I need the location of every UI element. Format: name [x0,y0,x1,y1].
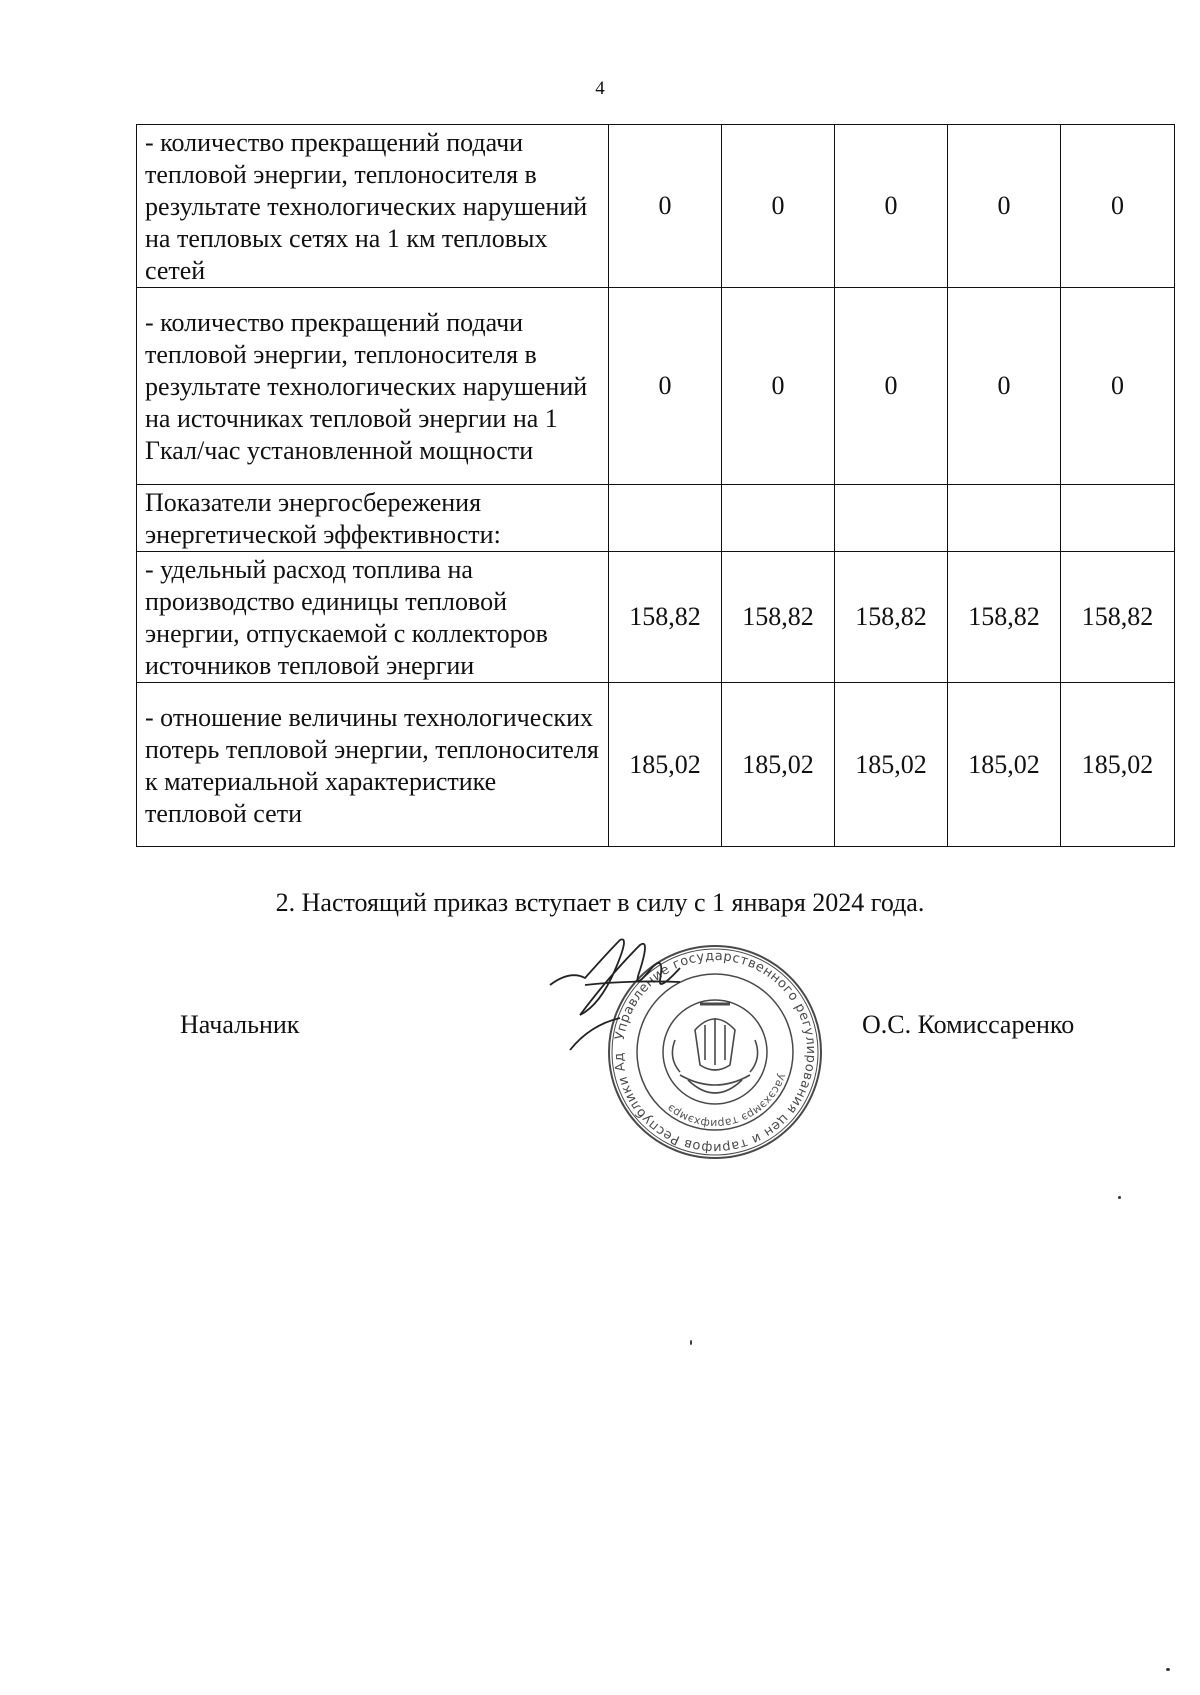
indicator-value: 185,02 [1061,683,1175,847]
indicator-value [1061,485,1175,552]
official-seal-icon [540,930,870,1170]
indicator-label: - отношение величины технологических потерь тепловой энергии, теплоносителя к материальной характеристике тепловой сети [137,683,609,847]
indicator-value: 185,02 [835,683,948,847]
seal-inner-text: уасэхэмрэ тарифхэмрэ [664,1071,790,1131]
indicator-value [722,485,835,552]
table-row [137,552,1175,683]
indicator-value: 0 [948,288,1061,485]
indicator-value: 158,82 [722,552,835,683]
table-row [137,485,1175,552]
indicator-value: 0 [948,125,1061,288]
indicator-value: 0 [722,288,835,485]
seal-outer-text: Управление государственного регулирования цен и тарифов Республики Ад [611,948,819,1156]
page-number: 4 [595,78,605,99]
indicator-value: 158,82 [948,552,1061,683]
signatory-name: О.С. Комиссаренко [862,1010,1075,1039]
indicator-value: 185,02 [609,683,722,847]
effective-date-clause: 2. Настоящий приказ вступает в силу с 1 января 2024 года. [275,888,925,917]
table-row [137,125,1175,288]
indicator-label: - количество прекращений подачи тепловой энергии, теплоносителя в результате технологических нарушений на источниках тепловой энергии на 1 Гкал/час установленной мощности [137,288,609,485]
indicator-value: 0 [1061,288,1175,485]
indicator-value [835,485,948,552]
indicator-value: 185,02 [722,683,835,847]
indicator-value: 0 [835,125,948,288]
indicator-value: 0 [609,288,722,485]
scan-speck [1118,1196,1121,1199]
table-row [137,288,1175,485]
indicators-table [136,124,1175,847]
indicator-label: - удельный расход топлива на производство единицы тепловой энергии, отпускаемой с коллекторов источников тепловой энергии [137,552,609,683]
indicator-value: 0 [609,125,722,288]
indicator-value: 158,82 [1061,552,1175,683]
indicator-label: - количество прекращений подачи тепловой энергии, теплоносителя в результате технологических нарушений на тепловых сетях на 1 км тепловых сетей [137,125,609,288]
indicator-value: 0 [722,125,835,288]
indicator-value: 158,82 [609,552,722,683]
indicator-value: 185,02 [948,683,1061,847]
indicator-value: 0 [1061,125,1175,288]
table-row [137,683,1175,847]
indicator-value: 0 [835,288,948,485]
indicator-value [948,485,1061,552]
signatory-position: Начальник [180,1010,300,1039]
scan-speck [690,1340,692,1345]
scan-speck [1166,1668,1170,1671]
indicator-value: 158,82 [835,552,948,683]
seal-and-signature [540,930,870,1170]
indicator-value [609,485,722,552]
indicator-section-heading: Показатели энергосбережения энергетической эффективности: [137,485,609,552]
